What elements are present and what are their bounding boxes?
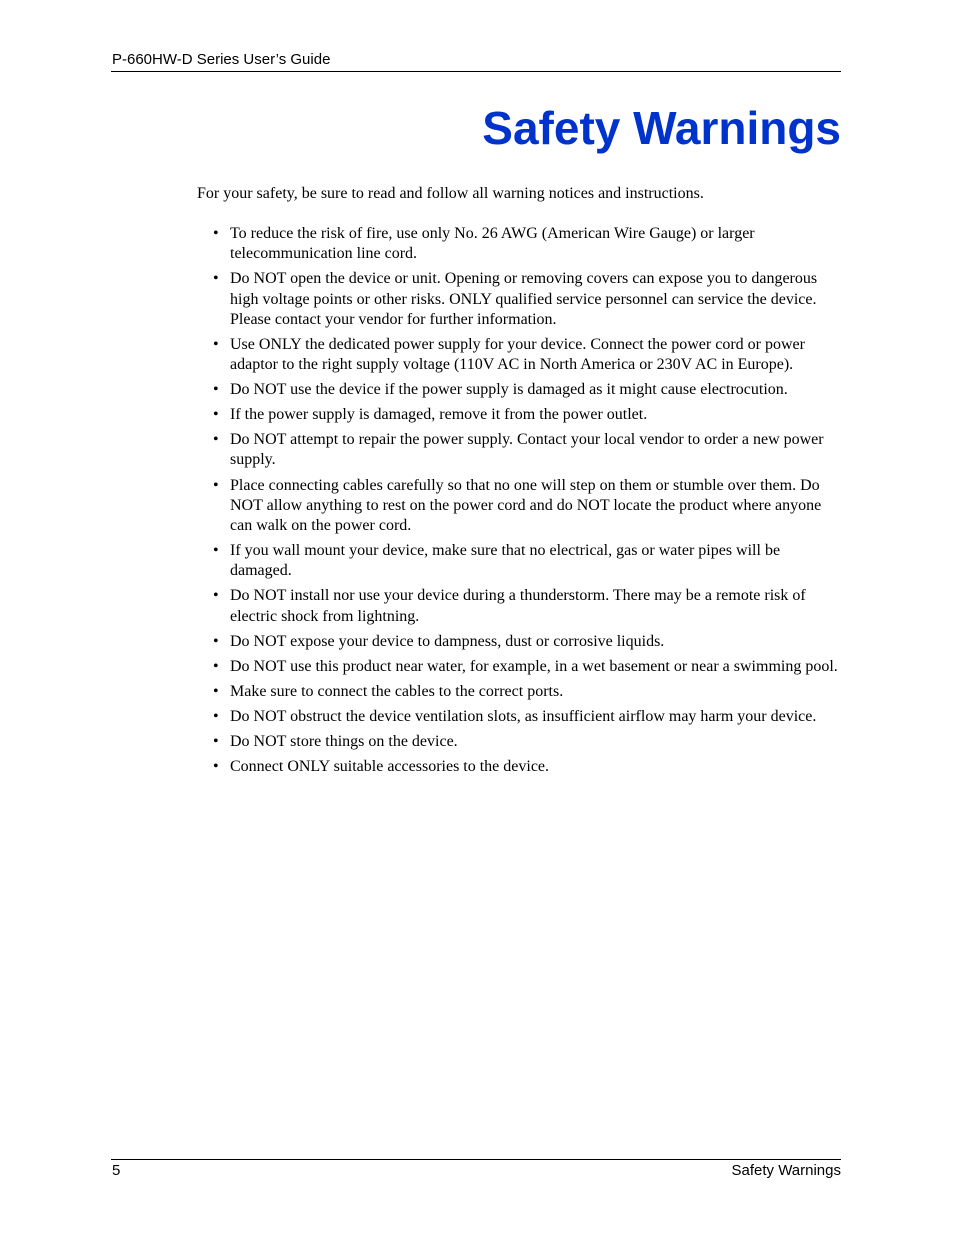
warning-item <box>0 405 840 425</box>
warning-text: Do NOT expose your device to dampness, dust or corrosive liquids. <box>230 632 665 650</box>
warning-item <box>0 541 840 581</box>
footer-divider <box>111 1159 841 1160</box>
warning-text: If you wall mount your device, make sure that no electrical, gas or water pipes will be damaged. <box>230 542 781 580</box>
warning-text: Do NOT store things on the device. <box>230 733 458 751</box>
warning-item <box>0 732 840 752</box>
bullet-icon: • <box>213 270 219 288</box>
page-title: Safety Warnings <box>482 102 841 154</box>
warning-item <box>0 335 840 375</box>
bullet-icon: • <box>213 682 219 700</box>
warning-item <box>0 682 840 702</box>
warning-text: To reduce the risk of fire, use only No. 26 AWG (American Wire Gauge) or larger telecommunication line cord. <box>230 225 755 263</box>
warning-item <box>0 657 840 677</box>
bullet-icon: • <box>213 587 219 605</box>
warning-text: Use ONLY the dedicated power supply for your device. Connect the power cord or power adaptor to the right supply voltage (110V AC in North America or 230V AC in Europe). <box>230 335 805 373</box>
warning-item <box>0 476 840 537</box>
header-divider <box>111 71 841 72</box>
warning-text: If the power supply is damaged, remove it from the power outlet. <box>230 406 648 424</box>
warning-item <box>0 632 840 652</box>
warning-item <box>0 757 840 777</box>
warning-item <box>0 707 840 727</box>
warnings-list <box>0 224 954 782</box>
bullet-icon: • <box>213 381 219 399</box>
warning-text: Place connecting cables carefully so that no one will step on them or stumble over them. Do NOT allow anything to rest on the power cord and do NOT locate the product where anyone can walk on the power cord. <box>230 476 822 534</box>
page-number: 5 <box>112 1162 121 1179</box>
guide-title: P-660HW-D Series User’s Guide <box>112 51 331 68</box>
intro-paragraph: For your safety, be sure to read and follow all warning notices and instructions. <box>197 185 704 202</box>
warning-item <box>0 586 840 626</box>
warning-item <box>0 430 840 470</box>
warning-text: Make sure to connect the cables to the correct ports. <box>230 682 564 700</box>
warning-text: Do NOT install nor use your device during a thunderstorm. There may be a remote risk of electric shock from lightning. <box>230 587 806 625</box>
warning-text: Do NOT open the device or unit. Opening or removing covers can expose you to dangerous high voltage points or other risks. ONLY qualified service personnel can service the device. Please contact your vendor for further information. <box>230 270 818 328</box>
warning-item <box>0 269 840 330</box>
bullet-icon: • <box>213 632 219 650</box>
footer-section-name: Safety Warnings <box>731 1162 841 1179</box>
warning-item <box>0 380 840 400</box>
bullet-icon: • <box>213 542 219 560</box>
bullet-icon: • <box>213 707 219 725</box>
warning-text: Do NOT obstruct the device ventilation slots, as insufficient airflow may harm your device. <box>230 707 817 725</box>
bullet-icon: • <box>213 431 219 449</box>
bullet-icon: • <box>213 335 219 353</box>
bullet-icon: • <box>213 406 219 424</box>
bullet-icon: • <box>213 225 219 242</box>
bullet-icon: • <box>213 657 219 675</box>
warning-text: Do NOT attempt to repair the power supply. Contact your local vendor to order a new power supply. <box>230 431 824 469</box>
bullet-icon: • <box>213 733 219 751</box>
bullet-icon: • <box>213 758 219 776</box>
warning-text: Do NOT use the device if the power supply is damaged as it might cause electrocution. <box>230 381 788 399</box>
bullet-icon: • <box>213 476 219 494</box>
warning-text: Do NOT use this product near water, for example, in a wet basement or near a swimming pool. <box>230 657 838 675</box>
warning-text: Connect ONLY suitable accessories to the device. <box>230 758 550 776</box>
warning-item <box>0 224 840 264</box>
